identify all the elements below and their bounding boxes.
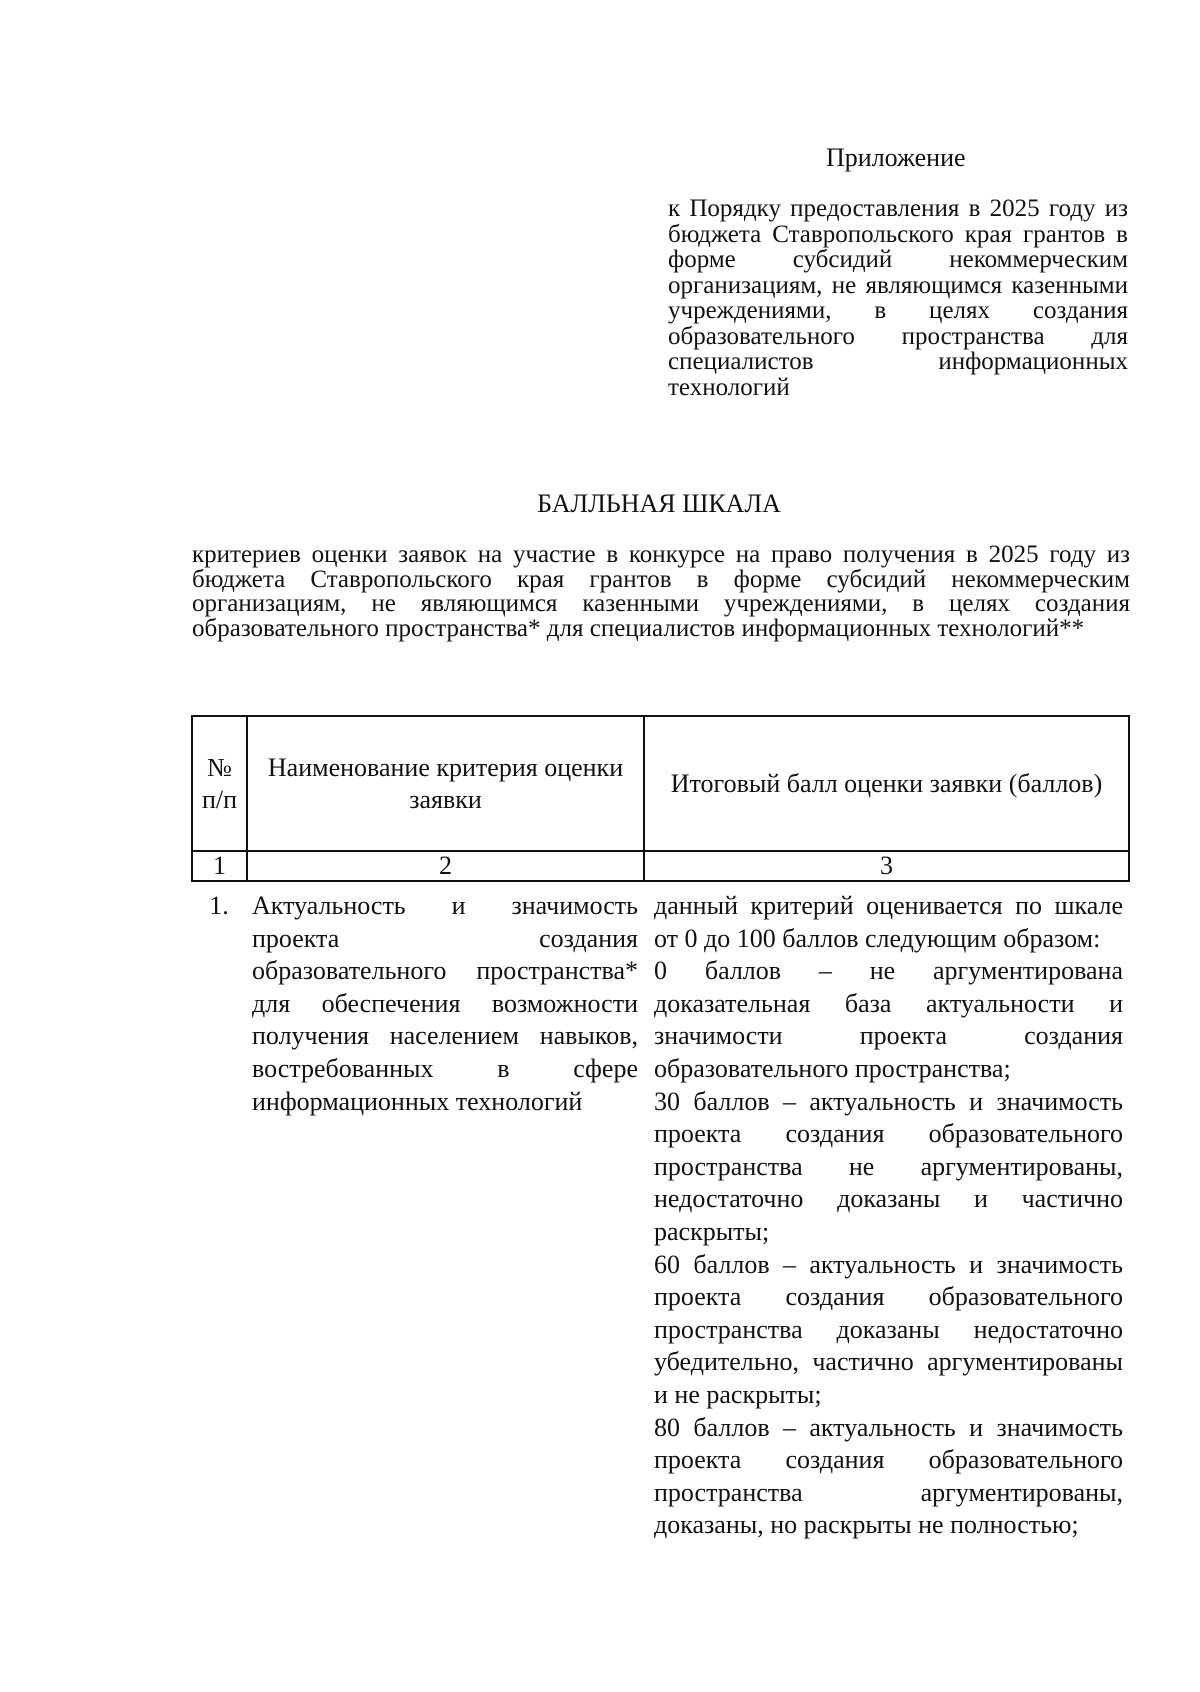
- column-number-row: [192, 851, 1129, 881]
- appendix-text: к Порядку предоставления в 2025 году из бюджета Ставропольского края грантов в форме субсидий некоммерческим организациям, не являющимся казенными учреждениями, в целях создания образовательного пространства для специалистов информационных технологий: [668, 195, 1128, 401]
- column-number: 3: [644, 851, 1129, 881]
- score-item: 0 баллов – не аргументирована доказательная база актуальности и значимости проекта создания образовательного пространства;: [654, 956, 1123, 1083]
- header-criterion: Наименование критерия оценки заявки: [247, 716, 644, 851]
- score-item: 30 баллов – актуальность и значимость проекта создания образовательного пространства не аргументированы, недостаточно доказаны и частично раскрыты;: [654, 1086, 1123, 1246]
- appendix-title: Приложение: [826, 143, 966, 172]
- column-number: 2: [247, 851, 644, 881]
- table-header-row: [192, 716, 1129, 851]
- score-item: 80 баллов – актуальность и значимость проекта создания образовательного пространства аргументированы, доказаны, но раскрыты не полностью;: [654, 1412, 1123, 1540]
- header-score: Итоговый балл оценки заявки (баллов): [644, 716, 1129, 851]
- score-item: 60 баллов – актуальность и значимость проекта создания образовательного пространства доказаны недостаточно убедительно, частично аргументированы и не раскрыты;: [654, 1249, 1123, 1409]
- table-row: [192, 881, 1129, 1543]
- score-description: [644, 881, 1129, 1543]
- criteria-table: [191, 715, 1130, 1543]
- document-subtitle: критериев оценки заявок на участие в конкурсе на право получения в 2025 году из бюджета Ставропольского края грантов в форме субсидий некоммерческим организациям, не являющимся казенными учреждениями, в целях создания образовательного пространства* для специалистов информационных технологий**: [192, 541, 1130, 642]
- score-intro: данный критерий оценивается по шкале от 0 до 100 баллов следующим образом:: [654, 891, 1123, 953]
- criterion-name: Актуальность и значимость проекта создания образовательного пространства* для обеспечения возможности получения населением навыков, востребованных в сфере информационных технологий: [252, 891, 638, 1116]
- document-title: БАЛЛЬНАЯ ШКАЛА: [537, 489, 781, 518]
- row-number: 1.: [209, 891, 229, 920]
- column-number: 1: [192, 851, 247, 881]
- header-number: № п/п: [192, 716, 247, 851]
